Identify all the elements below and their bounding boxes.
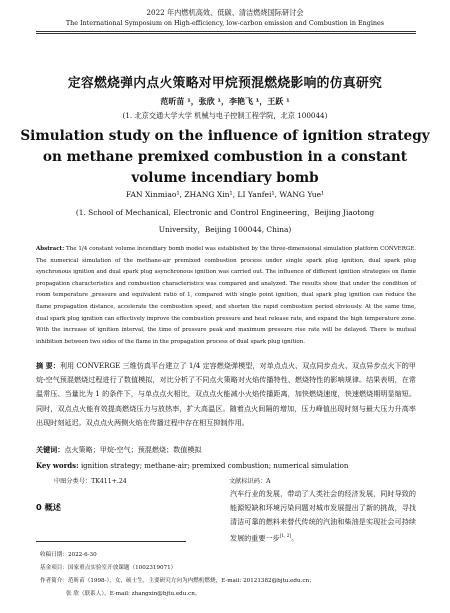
keywords-en bbox=[36, 461, 416, 470]
keywords-en-label: Key words: bbox=[36, 461, 79, 470]
abstract-cn-label: 摘 要： bbox=[36, 361, 60, 370]
affiliation-en-line-1: (1. School of Mechanical, Electronic and Control Engineering，Beijing Jiaotong bbox=[75, 208, 375, 217]
footnote-corresponding: 张 欣（联系人），E-mail: zhangxin@bjtu.edu.cn。 bbox=[66, 591, 201, 597]
body-text: 汽车行业的发展，带动了人类社会的经济发展，同时导致的能源短缺和环境污染问题对城市发展提出了新的挑战，寻找清洁可靠的燃料来替代传统的汽油和柴油是实现社会可持续发展的重要一步 bbox=[230, 489, 416, 542]
footnote-rule bbox=[36, 541, 186, 542]
document-code: 文献标识码：A bbox=[229, 478, 271, 485]
title-en-line-1: Simulation study on the influence of ignition strategy bbox=[20, 128, 430, 144]
header-line-cn: 2022 年内燃机高效、低碳、清洁燃烧国际研讨会 bbox=[146, 8, 304, 17]
abstract-en-label: Abstract: bbox=[36, 246, 65, 252]
abstract-en bbox=[36, 244, 416, 348]
header-line-en: The International Symposium on High-efficiency, low-carbon emission and Combustion in Engines bbox=[65, 19, 385, 27]
keywords-cn bbox=[36, 445, 416, 455]
affiliation-cn: (1. 北京交通大学大学 机械与电子控制工程学院，北京 100044) bbox=[122, 111, 328, 120]
keywords-cn-text: 点火策略；甲烷-空气；预混燃烧；数值模拟 bbox=[64, 445, 202, 454]
header-rule-1 bbox=[36, 31, 416, 32]
header-rule-2 bbox=[36, 33, 416, 34]
body-text-end: 。 bbox=[291, 532, 299, 542]
clc-number: 中图分类号：TK411+.24 bbox=[54, 478, 127, 485]
authors-en: FAN Xinmiao¹, ZHANG Xin¹, LI Yanfei¹, WANG Yue¹ bbox=[125, 190, 325, 199]
affiliation-en-line-2: University，Beijing 100044, China) bbox=[158, 225, 292, 234]
title-en-line-3: volume incendiary bomb bbox=[131, 170, 319, 186]
footnote-received: 收稿日期：2022-6-30 bbox=[40, 552, 97, 558]
keywords-cn-label: 关键词： bbox=[36, 445, 65, 454]
body-paragraph bbox=[230, 487, 416, 545]
title-cn: 定容燃烧弹内点火策略对甲烷预混燃烧影响的仿真研究 bbox=[67, 76, 383, 91]
section-heading: 0 概述 bbox=[36, 502, 61, 512]
footnote-fund: 基金项目：国家重点实验室开放课题（1002319071） bbox=[40, 565, 177, 571]
footnote-author: 作者简介：范昕苗（1998-），女，硕士生，主要研究方向为内燃机燃烧，E-mail: 20121382@bjtu.edu.cn； bbox=[40, 578, 315, 584]
title-en-line-2: on methane premixed combustion in a constant bbox=[42, 149, 408, 165]
keywords-en-text: ignition strategy; methane-air; premixed combustion; numerical simulation bbox=[80, 462, 349, 470]
authors-cn: 范昕苗 ¹，张欣 ¹，李艳飞 ¹，王跃 ¹ bbox=[160, 97, 290, 106]
abstract-cn-text: 利用 CONVERGE 三维仿真平台建立了 1/4 定容燃烧弹模型，对单点点火、双点同步点火、双点异步点火下的甲烷-空气预混燃烧过程进行了数值模拟，对比分析了不同点火策略对火焰传播特性、燃烧特性的影响规律。结果表明，在常温常压、当量比为 1 的条件下，与单点点火相比，双点点火能减小火焰传播距离，加快燃烧速度，快速燃烧期明显缩短。同时，双点点火能有效提高燃烧压力与放热率，扩大高温区。随着点火间隔的增加，压力峰值出现时刻与最大压力升高率出现时刻延迟。双点点火两侧火焰在传播过程中存在相互抑制作用。 bbox=[36, 361, 416, 427]
abstract-cn bbox=[36, 359, 416, 430]
citation-ref: [1, 2] bbox=[279, 533, 292, 539]
abstract-en-text: The 1/4 constant volume incendiary bomb model was established by the three-dimensional simulation platform CONVERGE. The numerical simulation of the methane-air premixed combustion process under single spark plug ignition, dual spark plug synchronous ignition and dual spark plug asynchronous ignition was carried out. The influence of different ignition strategies on flame propagation characteristics and combustion characteristics was compared and analyzed. The results show that under the condition of room temperature ,pressure and equivalent ratio of 1, compared with single point ignition, dual spark plug ignition can reduce the flame propagation distance, accelerate the combustion speed, and shorten the rapid combustion period obviously. At the same time, dual spark plug ignition can effectively improve the combustion pressure and heat release rate, and expand the high temperature zone. With the increase of ignition interval, the time of pressure peak and maximum pressure rise rate will be delayed. There is mutual inhibition between two sides of the flame in the propagation process of dual spark plug ignition. bbox=[36, 246, 416, 345]
